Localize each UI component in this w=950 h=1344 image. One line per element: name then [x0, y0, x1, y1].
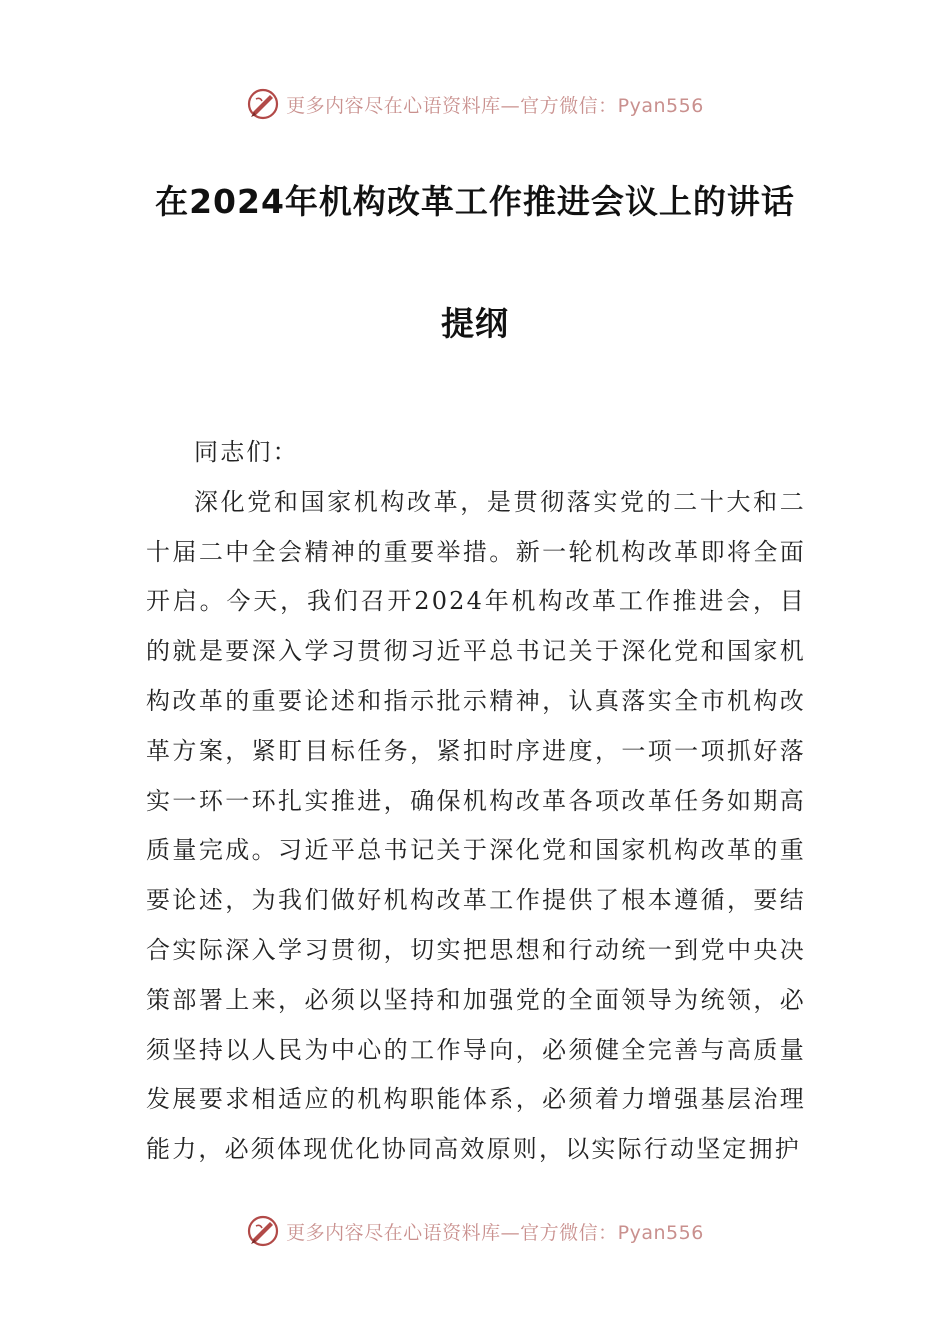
document-body	[146, 428, 806, 1175]
document-title-continued: 提纲	[441, 304, 509, 343]
footer-watermark	[0, 1211, 950, 1251]
pen-circle-logo-icon	[246, 1214, 280, 1248]
body-paragraph: 深化党和国家机构改革，是贯彻落实党的二十大和二十届二中全会精神的重要举措。新一轮机构改革即将全面开启。今天，我们召开2024年机构改革工作推进会，目的就是要深入学习贯彻习近平总书记关于深化党和国家机构改革的重要论述和指示批示精神，认真落实全市机构改革方案，紧盯目标任务，紧扣时序进度，一项一项抓好落实一环一环扎实推进，确保机构改革各项改革任务如期高质量完成。习近平总书记关于深化党和国家机构改革的重要论述，为我们做好机构改革工作提供了根本遵循，要结合实际深入学习贯彻，切实把思想和行动统一到党中央决策部署上来，必须以坚持和加强党的全面领导为统领，必须坚持以人民为中心的工作导向，必须健全完善与高质量发展要求相适应的机构职能体系，必须着力增强基层治理能力，必须体现优化协同高效原则，以实际行动坚定拥护	[146, 487, 806, 1164]
header-watermark	[0, 84, 950, 124]
watermark-text: 更多内容尽在心语资料库—官方微信：Pyan556	[286, 1221, 704, 1244]
document-title: 在2024年机构改革工作推进会议上的讲话	[155, 182, 795, 221]
watermark-text: 更多内容尽在心语资料库—官方微信：Pyan556	[286, 94, 704, 117]
salutation: 同志们：	[194, 438, 299, 466]
pen-circle-logo-icon	[246, 87, 280, 121]
